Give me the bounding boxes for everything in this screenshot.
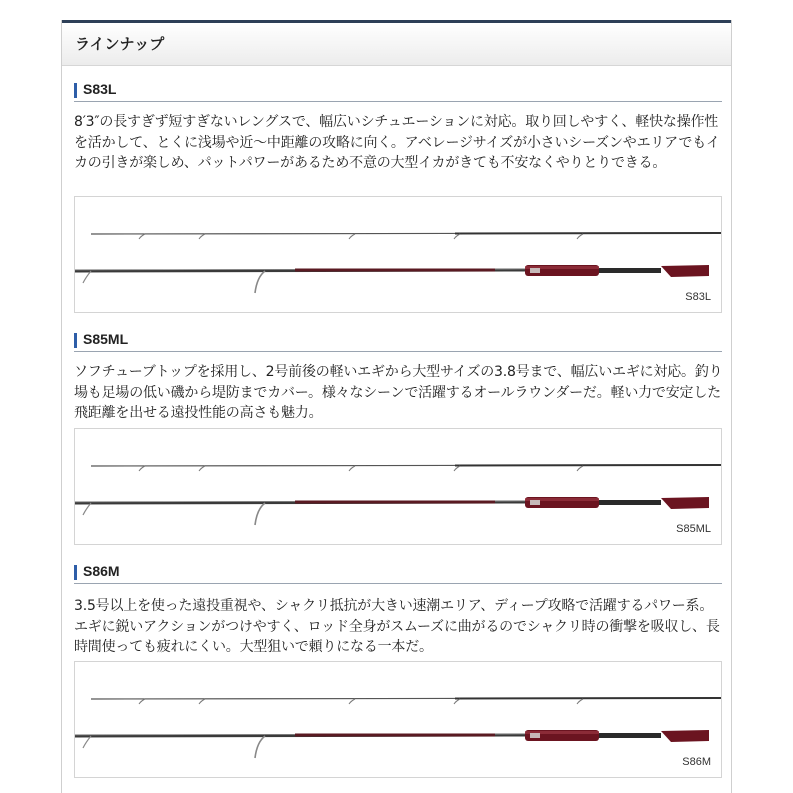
section-description-s86m: 3.5号以上を使った遠投重視や、シャクリ抵抗が大きい速潮エリア、ディープ攻略で活躍するパワー系。エギに鋭いアクションがつけやすく、ロッド全身がスムーズに曲がるのでシャクリ時の衝撃を吸収し、長時間使っても疲れにくい。大型狙いで頼りになる一本だ。 [74, 598, 720, 655]
butt-guide [83, 736, 91, 748]
section-accent-bar [74, 565, 77, 580]
reel-seat-hood [530, 733, 540, 738]
tip-guide [577, 699, 583, 704]
rod-image-label: S86M [682, 756, 711, 768]
butt-blank-color [295, 734, 495, 737]
section-title-s83l [74, 81, 722, 102]
rear-grip [661, 730, 709, 742]
tip-guide [139, 466, 145, 471]
butt-blank-color [295, 269, 495, 272]
section-description-s85ml: ソフチューブトップを採用し、2号前後の軽いエギから大型サイズの3.8号まで、幅広いエギに対応。釣り場も足場の低い磯から堤防までカバー。様々なシーンで活躍するオールラウンダーだ。軽い力で安定した飛距離を出せる遠投性能の高さも魅力。 [74, 364, 723, 421]
reel-seat-hood [530, 268, 540, 273]
section-accent-bar [74, 83, 77, 98]
butt-guide [83, 271, 91, 283]
rod-illustration [75, 429, 721, 544]
section-accent-bar [74, 333, 77, 348]
handle-blank [599, 268, 661, 273]
rod-image-s86m [74, 661, 722, 778]
tip-section-shading [455, 233, 721, 234]
rod-image-s83l [74, 196, 722, 313]
butt-blank-color [295, 501, 495, 504]
lineup-panel [61, 20, 732, 793]
handle-blank [599, 733, 661, 738]
tip-guide [349, 466, 355, 471]
tip-guide [139, 699, 145, 704]
handle-blank [599, 500, 661, 505]
rod-image-label: S83L [685, 291, 711, 303]
section-label: S83L [83, 81, 117, 97]
tip-guide [199, 466, 205, 471]
tip-guide [199, 234, 205, 239]
tip-guide [199, 699, 205, 704]
tip-guide [139, 234, 145, 239]
rod-illustration [75, 662, 721, 777]
tip-guide [349, 699, 355, 704]
rod-image-label: S85ML [676, 523, 711, 535]
butt-guide [255, 271, 265, 293]
section-description-s83l: 8′3″の長すぎず短すぎないレングスで、幅広いシチュエーションに対応。取り回しやすく、軽快な操作性を活かして、とくに浅場や近〜中距離の攻略に向く。アベレージサイズが小さいシーズンやエリアでもイカの引きが楽しめ、パットパワーがあるため不意の大型イカがきても不安なくやりとりできる。 [74, 114, 720, 171]
tip-guide [454, 699, 460, 704]
section-title-s86m [74, 563, 722, 584]
butt-guide [255, 503, 265, 525]
tip-guide [454, 234, 460, 239]
reel-seat-hood [530, 500, 540, 505]
tip-guide [577, 234, 583, 239]
rear-grip [661, 265, 709, 277]
tip-guide [349, 234, 355, 239]
tip-guide [577, 466, 583, 471]
butt-guide [83, 503, 91, 515]
rear-grip [661, 497, 709, 509]
tip-section-shading [455, 465, 721, 466]
section-label: S86M [83, 563, 120, 579]
section-title-s85ml [74, 331, 722, 352]
rod-illustration [75, 197, 721, 312]
butt-guide [255, 736, 265, 758]
rod-image-s85ml [74, 428, 722, 545]
section-label: S85ML [83, 331, 129, 347]
panel-header [62, 23, 731, 66]
page-title: ラインナップ [75, 35, 165, 53]
tip-section-shading [455, 698, 721, 699]
tip-guide [454, 466, 460, 471]
